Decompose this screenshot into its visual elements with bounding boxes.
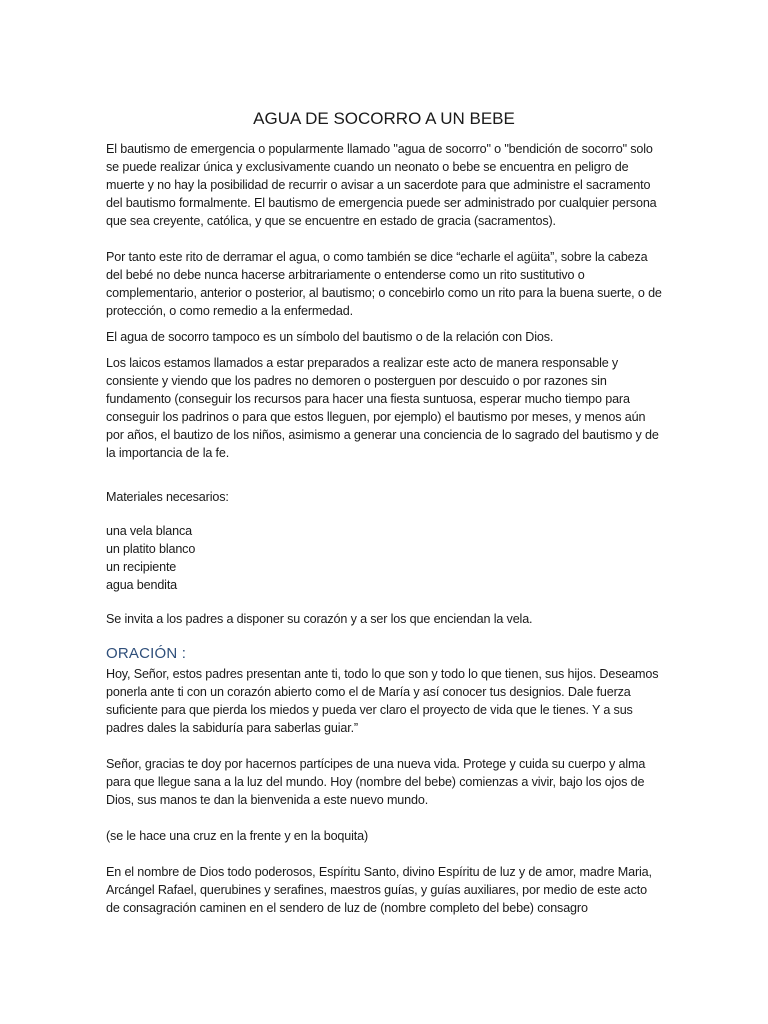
list-item: una vela blanca [106,524,192,538]
paragraph-laicos: Los laicos estamos llamados a estar preparados a realizar este acto de manera responsable y consiente y viendo que los padres no demoren o posterguen por descuido o por razones sin fundamento (conseguir los recursos para hacer una fiesta suntuosa, esperar mucho tiempo para conseguir los padrinos o para que estos lleguen, por ejemplo) el bautismo por meses, y menos aún por años, el bautizo de los niños, asimismo a generar una conciencia de lo sagrado del bautismo y de la importancia de la fe. [106,356,659,460]
prayer-instruction: (se le hace una cruz en la frente y en la boquita) [106,829,369,843]
paragraph-symbol: El agua de socorro tampoco es un símbolo del bautismo o de la relación con Dios. [106,330,554,344]
list-item: un platito blanco [106,542,196,556]
paragraph-invitation: Se invita a los padres a disponer su corazón y a ser los que enciendan la vela. [106,612,533,626]
materials-heading: Materiales necesarios: [106,490,229,504]
prayer-paragraph: Señor, gracias te doy por hacernos partícipes de una nueva vida. Protege y cuida su cuerpo y alma para que llegue sana a la luz del mundo. Hoy (nombre del bebe) comienzas a vivir, bajo los ojos de Dios, sus manos te dan la bienvenida a este nuevo mundo. [106,757,646,807]
document-title: AGUA DE SOCORRO A UN BEBE [253,109,515,128]
prayer-heading: ORACIÓN : [106,645,187,662]
document-page [106,108,662,917]
list-item: un recipiente [106,560,177,574]
prayer-paragraph: En el nombre de Dios todo poderosos, Espíritu Santo, divino Espíritu de luz y de amor, madre Maria, Arcángel Rafael, querubines y serafines, maestros guías, y guías auxiliares, por medio de este acto de consagración caminen en el sendero de luz de (nombre completo del bebe) consagro [106,865,652,915]
materials-list [106,522,662,594]
prayer-paragraph: Hoy, Señor, estos padres presentan ante ti, todo lo que son y todo lo que tienen, sus hijos. Deseamos ponerla ante ti con un corazón abierto como el de María y así conocer tus designios. Dale fuerza suficiente para que pierda los miedos y pueda ver claro el proyecto de vida que le tienes. Y a sus padres dales la sabiduría para saberlas guiar.” [106,667,659,735]
list-item: agua bendita [106,578,178,592]
paragraph-intro: El bautismo de emergencia o popularmente llamado "agua de socorro" o "bendición de socorro" solo se puede realizar única y exclusivamente cuando un neonato o bebe se encuentra en peligro de muerte y no hay la posibilidad de recurrir o avisar a un sacerdote para que administre el sacramento del bautismo formalmente. El bautismo de emergencia puede ser administrado por cualquier persona que sea creyente, católica, y que se encuentre en estado de gracia (sacramentos). [106,142,657,228]
paragraph-rite: Por tanto este rito de derramar el agua, o como también se dice “echarle el agüita”, sobre la cabeza del bebé no debe nunca hacerse arbitrariamente o entenderse como un rito sustitutivo o complementario, anterior o posterior, al bautismo; o concebirlo como un rito para la buena suerte, o de protección, o como remedio a la enfermedad. [106,250,662,318]
